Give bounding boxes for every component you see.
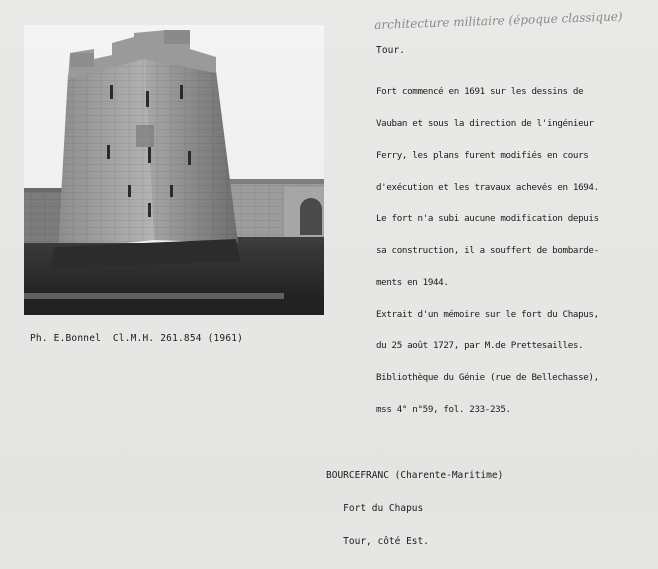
description-line: ments en 1944. [376,276,449,288]
description-line: d'exécution et les travaux achevés en 1694. [376,181,599,193]
tower-photo-image [24,25,324,315]
caption-title: Tour. [376,45,406,56]
description-line: Bibliothèque du Génie (rue de Bellechasse), [376,372,599,384]
location-block [326,448,503,569]
description-line: Fort commencé en 1691 sur les dessins de [376,86,584,98]
description-line: Vauban et sous la direction de l'ingénieur [376,117,594,129]
description-line: du 25 août 1727, par M.de Prettesailles. [376,340,584,352]
description-line: Le fort n'a subi aucune modification depuis [376,213,599,225]
tower-photograph [24,25,324,315]
description-line: mss 4° n°59, fol. 233-235. [376,404,511,415]
location-site: Fort du Chapus [326,503,424,514]
location-view: Tour, côté Est. [326,536,429,547]
photo-credit: Ph. E.Bonnel Cl.M.H. 261.854 (1961) [30,333,244,344]
location-commune: BOURCEFRANC (Charente-Maritime) [326,470,504,481]
handwritten-annotation: architecture militaire (époque classique) [374,9,623,32]
description-text [376,66,651,437]
description-line: sa construction, il a souffert de bombarde- [376,245,599,257]
description-line: Extrait d'un mémoire sur le fort du Chapus, [376,308,599,320]
description-line: Ferry, les plans furent modifiés en cours [376,149,589,161]
